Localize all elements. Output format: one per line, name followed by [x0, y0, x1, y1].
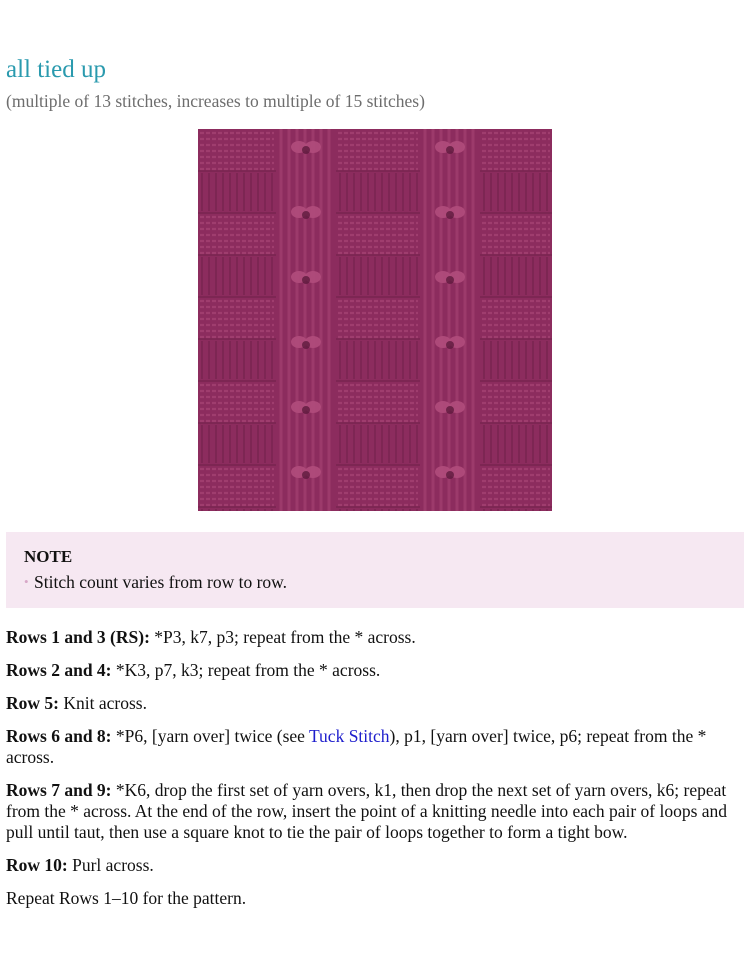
row-label: Row 10:	[6, 855, 68, 875]
bow-knot	[446, 211, 454, 219]
note-heading: NOTE	[24, 547, 73, 566]
row-instruction-7-9	[6, 780, 744, 843]
row-text: *K6, drop the first set of yarn overs, k1, then drop the next set of yarn overs, k6; repeat from the * across. At the end of the row, insert the point of a knitting needle into each pair of loops and pull until taut, then use a square knot to tie the pair of loops together to form a tight bow.	[6, 780, 728, 842]
row-label: Rows 7 and 9:	[6, 780, 112, 800]
row-instruction-5	[6, 693, 744, 714]
row-instruction-1-3	[6, 627, 744, 648]
bow-knot	[446, 471, 454, 479]
bow-knot	[302, 146, 310, 154]
bullet-icon: •	[24, 574, 29, 589]
bow-knot	[302, 276, 310, 284]
row-label: Rows 1 and 3 (RS):	[6, 627, 150, 647]
row-text: *P6, [yarn over] twice (see	[111, 726, 309, 746]
bow-knot	[446, 276, 454, 284]
bow-knot	[302, 341, 310, 349]
row-text: Knit across.	[58, 693, 147, 713]
note-box	[6, 532, 744, 608]
row-text: *P3, k7, p3; repeat from the * across.	[149, 627, 416, 647]
knitted-swatch-image	[198, 129, 552, 511]
page-title: all tied up	[6, 56, 106, 83]
row-text: Purl across.	[67, 855, 154, 875]
bow-knot	[446, 341, 454, 349]
bow-knot	[446, 146, 454, 154]
bow-knot	[302, 471, 310, 479]
tuck-stitch-link[interactable]: Tuck Stitch	[308, 726, 390, 746]
row-instruction-10	[6, 855, 744, 876]
row-instruction-6-8	[6, 726, 744, 768]
row-label: Rows 6 and 8:	[6, 726, 112, 746]
bow-knot	[302, 406, 310, 414]
row-label: Row 5:	[6, 693, 59, 713]
repeat-instruction: Repeat Rows 1–10 for the pattern.	[6, 888, 247, 908]
row-text: *K3, p7, k3; repeat from the * across.	[111, 660, 381, 680]
pattern-instructions	[6, 627, 744, 921]
bow-knot	[302, 211, 310, 219]
bow-knot	[446, 406, 454, 414]
note-item	[24, 571, 726, 593]
note-list	[24, 571, 726, 593]
note-item-text: Stitch count varies from row to row.	[34, 572, 288, 592]
row-text: ), p1, [yarn over] twice, p6; repeat from the * across.	[6, 726, 707, 767]
row-label: Rows 2 and 4:	[6, 660, 112, 680]
row-instruction-2-4	[6, 660, 744, 681]
stitch-multiple-subtitle: (multiple of 13 stitches, increases to multiple of 15 stitches)	[6, 91, 425, 111]
